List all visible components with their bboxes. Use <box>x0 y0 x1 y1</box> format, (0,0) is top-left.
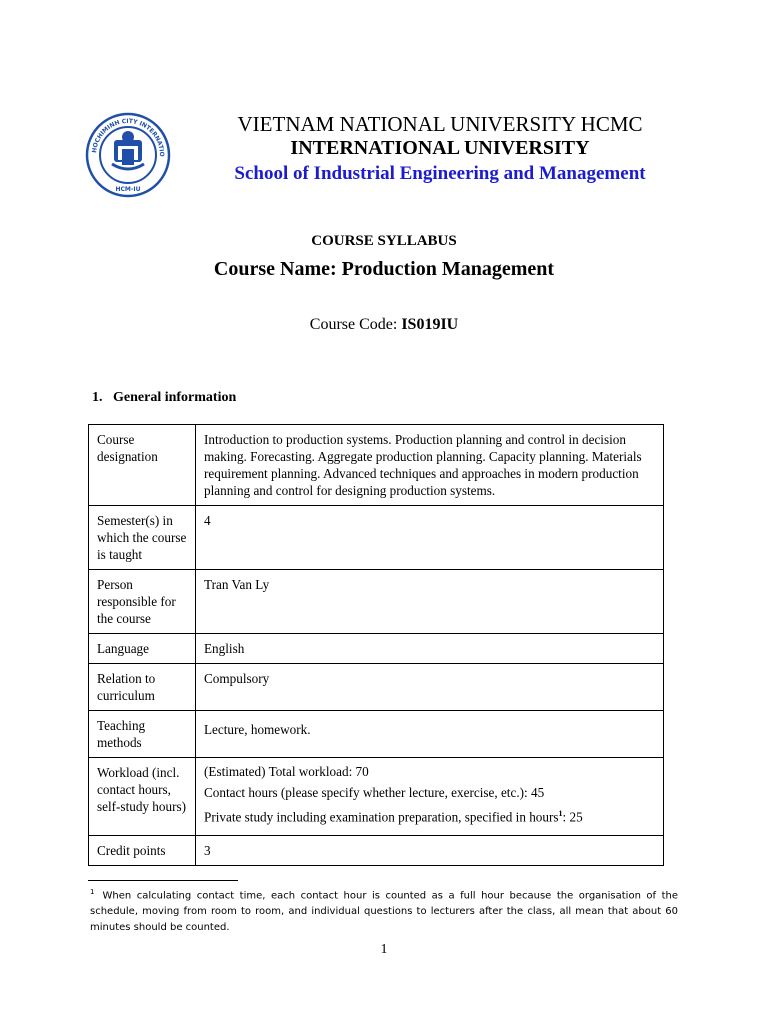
footnote-divider <box>88 880 238 881</box>
workload-total: (Estimated) Total workload: 70 <box>204 764 369 779</box>
institution-name: INTERNATIONAL UNIVERSITY <box>290 137 590 159</box>
course-name: Course Name: Production Management <box>213 258 555 280</box>
row-value: 3 <box>196 836 664 866</box>
table-row <box>89 634 664 664</box>
table-row <box>89 758 664 836</box>
row-key: Credit points <box>89 836 196 866</box>
table-row <box>89 664 664 711</box>
row-key: Person responsible for the course <box>89 570 196 634</box>
university-logo <box>85 112 171 198</box>
row-key: Workload (incl. contact hours, self-study hours) <box>89 758 196 836</box>
general-information-table <box>88 424 664 866</box>
table-row <box>89 425 664 506</box>
row-key: Language <box>89 634 196 664</box>
private-study-label: Private study including examination preparation, specified in hours <box>204 809 559 825</box>
section-title-general-information: 1. General information <box>92 390 237 405</box>
row-key: Teaching methods <box>89 711 196 758</box>
course-code-label: Course Code: <box>309 316 402 333</box>
footnote-mark: 1 <box>90 888 95 896</box>
svg-text:HOCHIMINH CITY INTERNATIONAL U: HOCHIMINH CITY INTERNATIO <box>91 117 166 157</box>
footnote-ref: 1 <box>558 809 563 818</box>
page-number: 1 <box>380 942 388 957</box>
table-row <box>89 570 664 634</box>
row-value: Lecture, homework. <box>196 711 664 758</box>
row-value: Introduction to production systems. Production planning and control in decision making. Forecasting. Aggregate production planning. Capacity planning. Materials requirement planning. Advanced techniques and approaches in modern production planning and control for designing production systems. <box>196 425 664 506</box>
private-study-value: : 25 <box>562 809 583 825</box>
course-code: IS019IU <box>401 316 459 333</box>
footnote <box>90 884 678 936</box>
row-value <box>196 758 664 836</box>
university-name: VIETNAM NATIONAL UNIVERSITY HCMC <box>237 112 643 136</box>
row-value: 4 <box>196 506 664 570</box>
workload-contact-hours: Contact hours (please specify whether lecture, exercise, etc.): 45 <box>204 785 545 800</box>
table-row <box>89 506 664 570</box>
row-key: Course designation <box>89 425 196 506</box>
workload-private-study <box>204 803 657 827</box>
footnote-text: When calculating contact time, each contact hour is counted as a full hour because the organisation of the schedule, moving from room to room, and individual questions to lecturers after the class, all mean that about 60 minutes should be counted. <box>90 890 678 934</box>
course-code-line <box>0 316 768 334</box>
school-name: School of Industrial Engineering and Management <box>234 163 646 184</box>
row-key: Semester(s) in which the course is taught <box>89 506 196 570</box>
row-key: Relation to curriculum <box>89 664 196 711</box>
table-row <box>89 836 664 866</box>
syllabus-heading: COURSE SYLLABUS <box>311 233 457 249</box>
row-value: Tran Van Ly <box>196 570 664 634</box>
table-row <box>89 711 664 758</box>
svg-text:HCM-IU: HCM-IU <box>115 186 141 193</box>
row-value: English <box>196 634 664 664</box>
row-value: Compulsory <box>196 664 664 711</box>
